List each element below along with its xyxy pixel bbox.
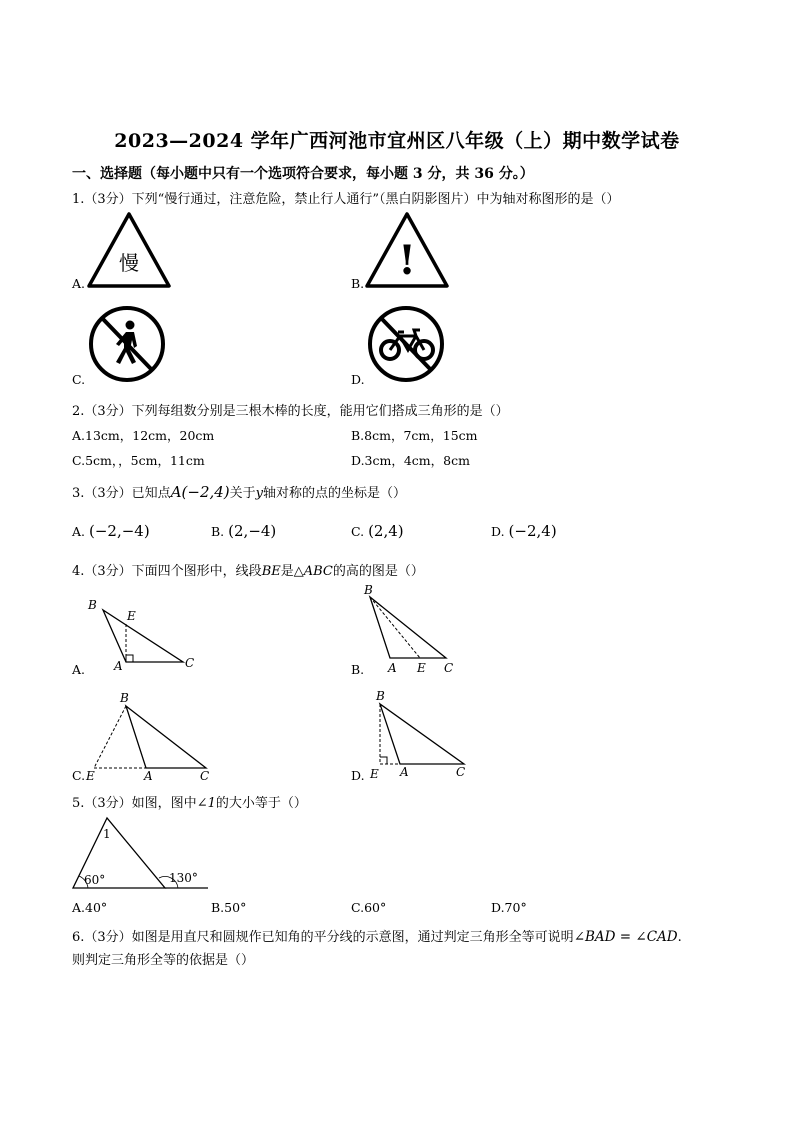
q3-suffix: 轴对称的点的坐标是（）: [263, 486, 407, 501]
question-6-text: 6.（3分）如图是用直尺和圆规作已知角的平分线的示意图，通过判定三角形全等可说明∠BAD = ∠CAD.: [72, 929, 682, 945]
q3-mid: 关于: [229, 486, 256, 501]
q3-axis: y: [255, 486, 264, 501]
q3-option-b: B. (2,−4): [211, 522, 277, 540]
q5-angle: ∠1: [196, 796, 216, 811]
q4-figure-a: [84, 594, 204, 674]
svg-text:E: E: [127, 609, 136, 623]
q2-option-a: A.13cm，12cm，20cm: [72, 428, 215, 443]
q3-prefix: 3.（3分）已知点: [72, 486, 171, 501]
q3-option-a: A. (−2,−4): [72, 522, 150, 540]
svg-text:A: A: [114, 659, 123, 673]
svg-text:B: B: [88, 598, 97, 612]
svg-text:C: C: [456, 765, 466, 779]
question-3-text: [72, 482, 406, 501]
pedestrian-icon: [116, 321, 137, 365]
svg-text:E: E: [86, 769, 95, 782]
q4-option-b: B.: [351, 662, 365, 677]
svg-text:B: B: [376, 689, 385, 703]
warning-sign-slow: [86, 210, 172, 290]
no-bicycle-sign: [362, 304, 450, 384]
svg-text:A: A: [388, 661, 397, 675]
q2-option-c: C.5cm，，5cm，11cm: [72, 453, 205, 468]
q3-point: A(−2,4): [170, 483, 230, 501]
q5-option-d: D.70°: [491, 900, 527, 915]
q4-segment: BE: [261, 564, 281, 579]
q5-option-a: A.40°: [72, 900, 108, 915]
warning-sign-danger: [364, 210, 450, 290]
q4-option-a: A.: [72, 662, 86, 677]
no-pedestrian-sign: [84, 304, 172, 384]
q1-option-c: C.: [72, 372, 86, 387]
page-title: 2023—2024 学年广西河池市宜州区八年级（上）期中数学试卷: [114, 130, 680, 152]
svg-text:A: A: [400, 765, 409, 779]
question-2-text: 2.（3分）下列每组数分别是三根木棒的长度，能用它们搭成三角形的是（）: [72, 404, 509, 419]
triangle-outline: [89, 214, 169, 286]
svg-text:B: B: [120, 691, 129, 705]
question-6-line-2: 则判定三角形全等的依据是（）: [72, 953, 255, 968]
q1-option-b: B.: [351, 276, 365, 291]
q3-option-c: C. (2,4): [351, 522, 404, 540]
q4-figure-b: [362, 582, 472, 676]
sign-slow-character: 慢: [119, 251, 139, 275]
question-1-text: 1.（3分）下列“慢行通过，注意危险，禁止行人通行”（黑白阴影图片）中为轴对称图形的是（）: [72, 192, 620, 207]
q3-option-d: D. (−2,4): [491, 522, 557, 540]
svg-text:A: A: [144, 769, 153, 782]
q4-figure-c: [84, 686, 224, 782]
svg-text:E: E: [417, 661, 426, 675]
q5-triangle-figure: [70, 814, 210, 892]
q4-triangle: △ABC: [293, 564, 333, 579]
q2-option-d: D.3cm，4cm，8cm: [351, 453, 470, 468]
q1-option-d: D.: [351, 372, 365, 387]
svg-text:E: E: [370, 767, 379, 781]
svg-text:C: C: [444, 661, 454, 675]
svg-text:C: C: [185, 656, 195, 670]
exclamation-icon: !: [398, 237, 416, 284]
q2-option-b: B.8cm，7cm，15cm: [351, 428, 478, 443]
question-4-text: 4.（3分）下面四个图形中，线段BE是△ABC的高的图是（）: [72, 564, 424, 579]
q6-equation: ∠BAD = ∠CAD: [573, 929, 678, 945]
q4-figure-d: [362, 684, 482, 782]
svg-text:130°: 130°: [169, 871, 198, 885]
svg-text:C: C: [200, 769, 210, 782]
svg-text:60°: 60°: [84, 873, 106, 887]
q1-option-a: A.: [72, 276, 86, 291]
q4-option-d: D.: [351, 768, 365, 783]
q5-option-c: C.60°: [351, 900, 387, 915]
q5-option-b: B.50°: [211, 900, 247, 915]
section-heading: 一、选择题（每小题中只有一个选项符合要求，每小题 3 分，共 36 分。）: [72, 166, 534, 182]
q4-option-c: C.: [72, 768, 86, 783]
svg-text:B: B: [364, 583, 373, 597]
question-5-text: 5.（3分）如图，图中∠1的大小等于（）: [72, 796, 307, 811]
svg-text:1: 1: [103, 827, 111, 841]
